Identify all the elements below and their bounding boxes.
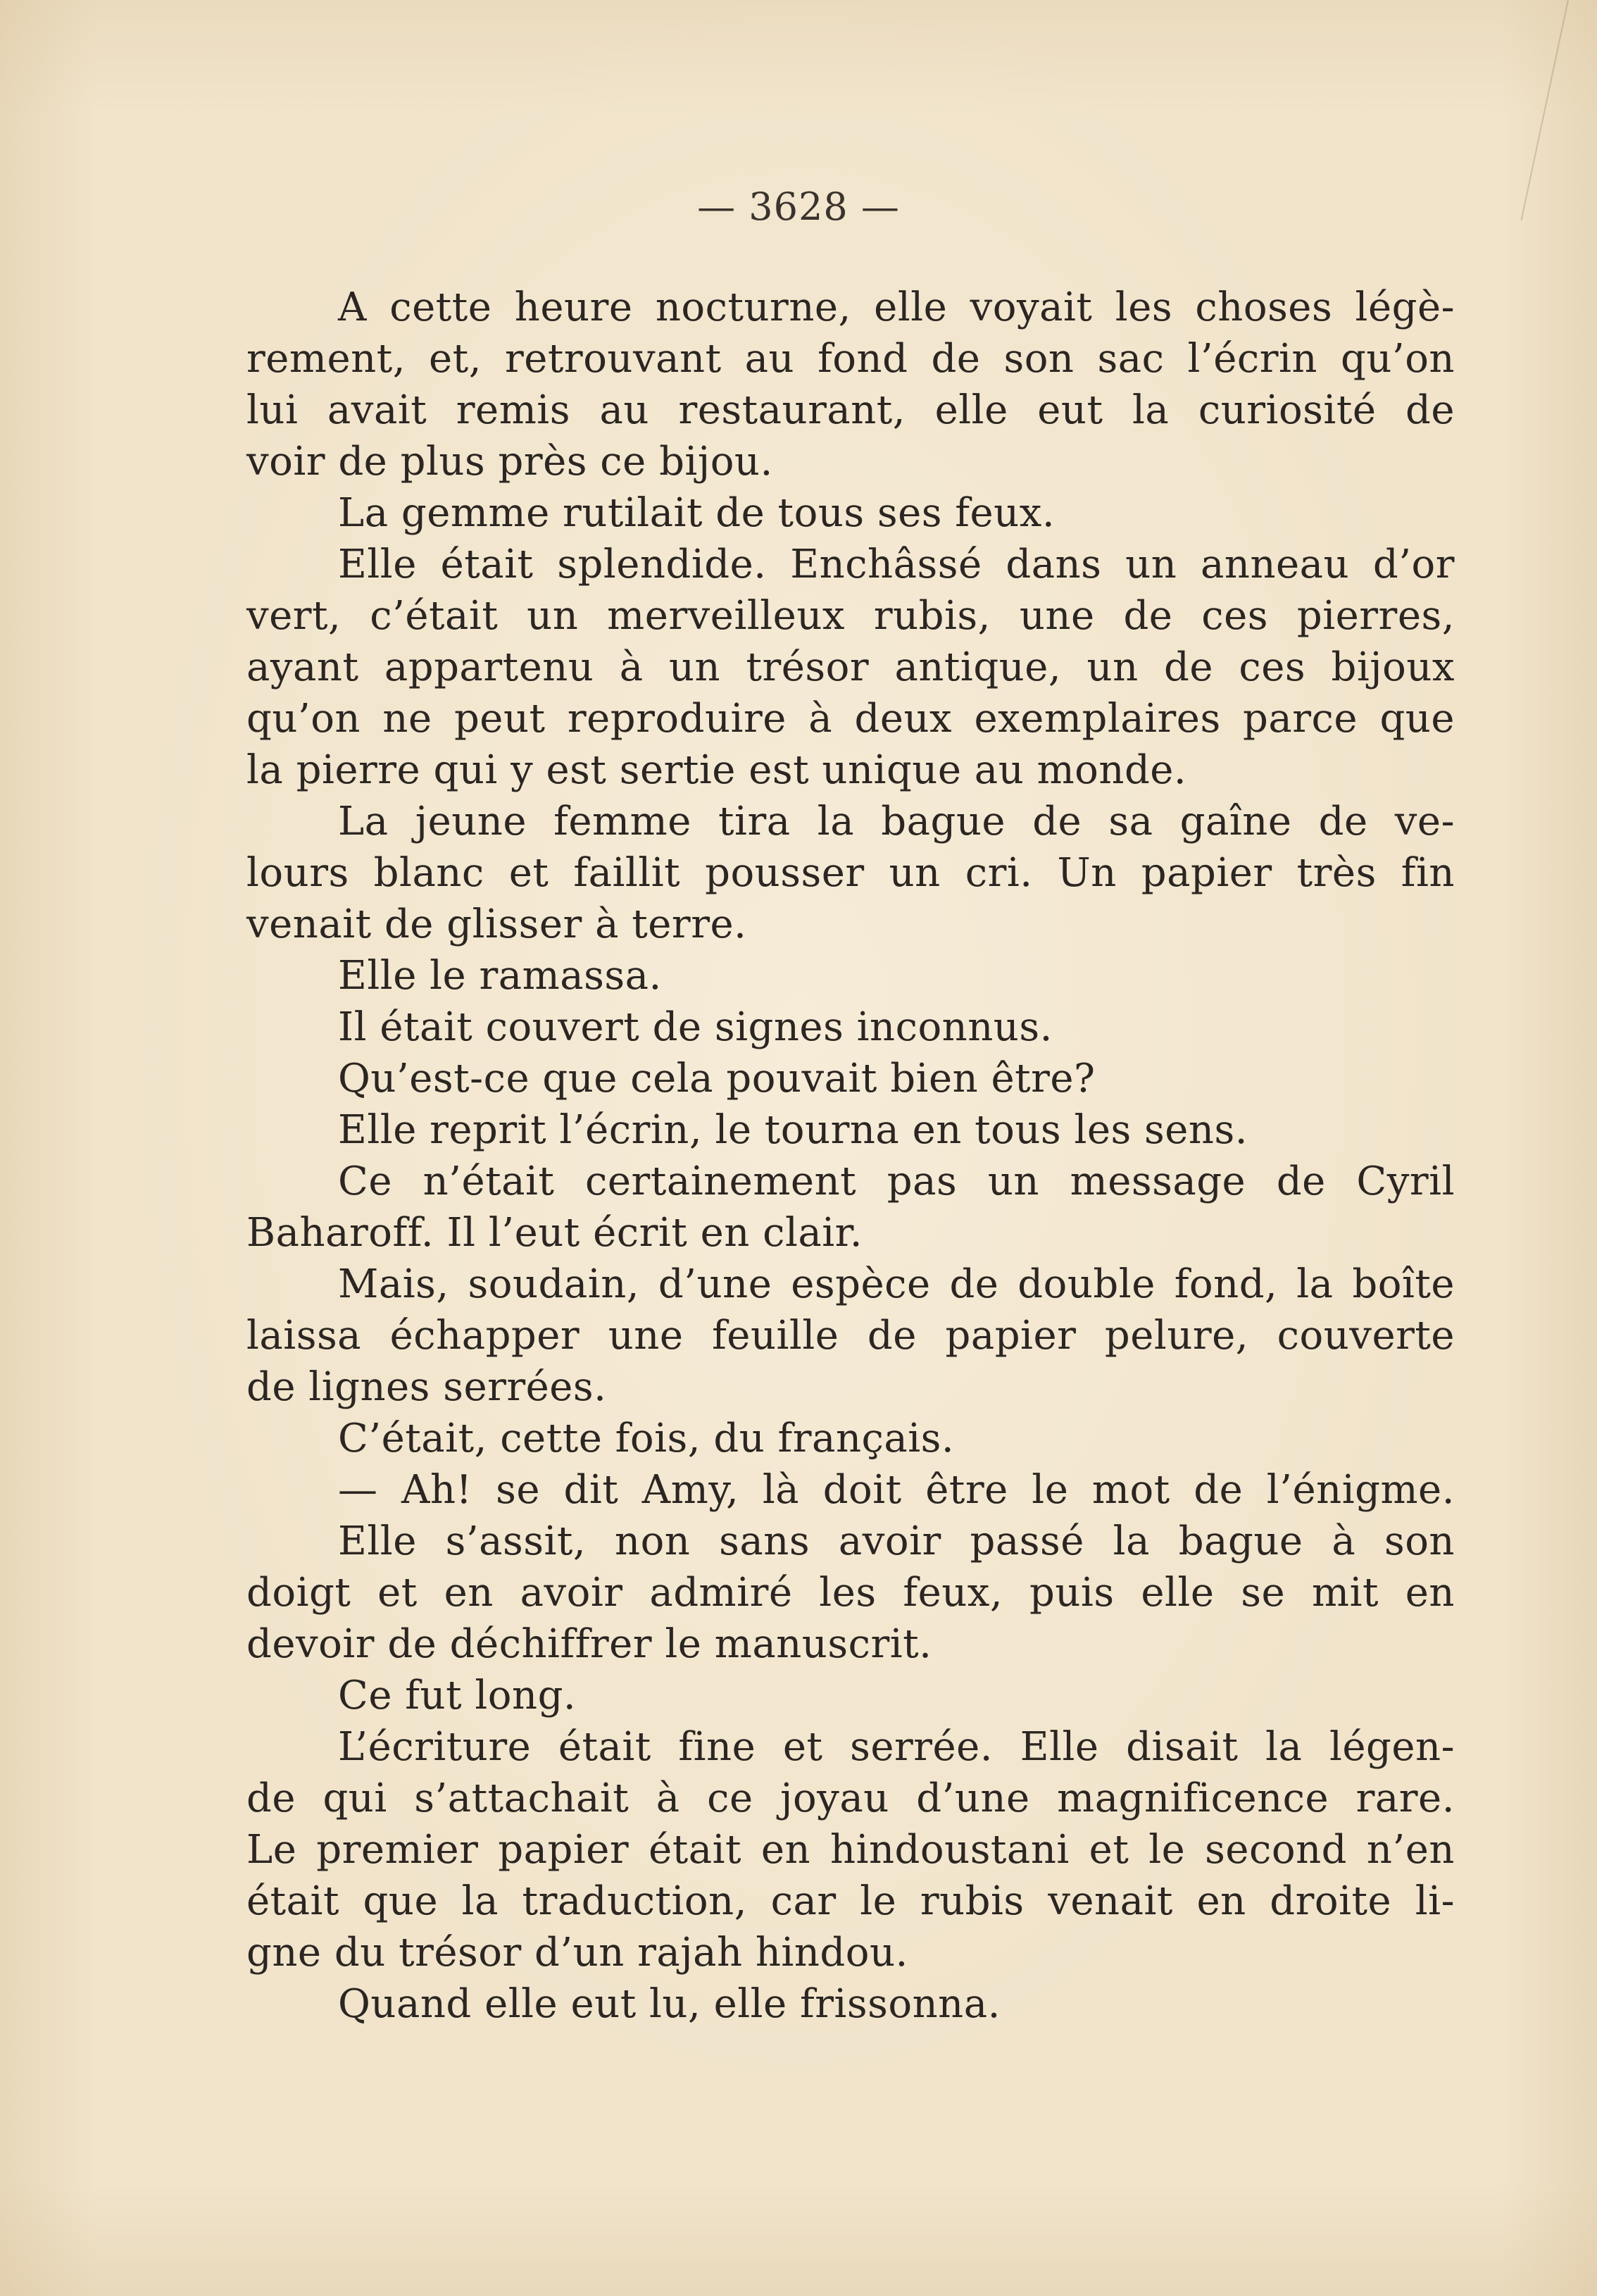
- text-line: Elle reprit l’écrin, le tourna en tous les sens.: [338, 1107, 1248, 1153]
- text-line: Le premier papier était en hindoustani et le second n’en: [246, 1827, 1455, 1873]
- text-line: de qui s’attachait à ce joyau d’une magnificence rare.: [246, 1776, 1455, 1821]
- text-line: Baharoff. Il l’eut écrit en clair.: [246, 1210, 863, 1256]
- text-line: était que la traduction, car le rubis venait en droite li-: [246, 1878, 1455, 1924]
- text-line: Mais, soudain, d’une espèce de double fond, la boîte: [338, 1261, 1455, 1307]
- text-line: venait de glisser à terre.: [246, 901, 747, 947]
- text-line: Qu’est-ce que cela pouvait bien être?: [338, 1056, 1096, 1102]
- text-line: voir de plus près ce bijou.: [246, 439, 773, 485]
- body-text: [246, 282, 1455, 2030]
- text-line: qu’on ne peut reproduire à deux exemplaires parce que: [246, 696, 1455, 742]
- text-line: C’était, cette fois, du français.: [338, 1416, 955, 1461]
- text-line: La jeune femme tira la bague de sa gaîne de ve-: [338, 799, 1455, 844]
- text-line: rement, et, retrouvant au fond de son sac l’écrin qu’on: [246, 336, 1455, 382]
- text-line: laissa échapper une feuille de papier pelure, couverte: [246, 1313, 1455, 1359]
- text-line: Elle le ramassa.: [338, 953, 662, 999]
- text-line: Elle était splendide. Enchâssé dans un anneau d’or: [338, 542, 1455, 587]
- text-line: la pierre qui y est sertie est unique au monde.: [246, 747, 1187, 793]
- text-line: Quand elle eut lu, elle frissonna.: [338, 1981, 1001, 2027]
- text-line: devoir de déchiffrer le manuscrit.: [246, 1621, 932, 1667]
- text-line: ayant appartenu à un trésor antique, un de ces bijoux: [246, 644, 1455, 690]
- text-line: Ce fut long.: [338, 1673, 577, 1718]
- text-line: Ce n’était certainement pas un message de Cyril: [338, 1159, 1455, 1204]
- text-line: L’écriture était fine et serrée. Elle disait la légen-: [338, 1724, 1455, 1770]
- text-line: A cette heure nocturne, elle voyait les choses légè-: [338, 285, 1455, 330]
- text-line: Il était couvert de signes inconnus.: [338, 1004, 1053, 1050]
- text-line: de lignes serrées.: [246, 1364, 607, 1410]
- text-line: lours blanc et faillit pousser un cri. Un papier très fin: [246, 850, 1455, 896]
- text-line: vert, c’était un merveilleux rubis, une de ces pierres,: [246, 593, 1455, 639]
- text-line: Elle s’assit, non sans avoir passé la bague à son: [338, 1518, 1455, 1564]
- text-line: lui avait remis au restaurant, elle eut la curiosité de: [246, 387, 1455, 433]
- page-number: — 3628 —: [697, 185, 900, 229]
- text-line: La gemme rutilait de tous ses feux.: [338, 490, 1056, 536]
- text-line: doigt et en avoir admiré les feux, puis elle se mit en: [246, 1570, 1455, 1616]
- text-line: — Ah! se dit Amy, là doit être le mot de l’énigme.: [338, 1467, 1455, 1513]
- text-line: gne du trésor d’un rajah hindou.: [246, 1930, 908, 1976]
